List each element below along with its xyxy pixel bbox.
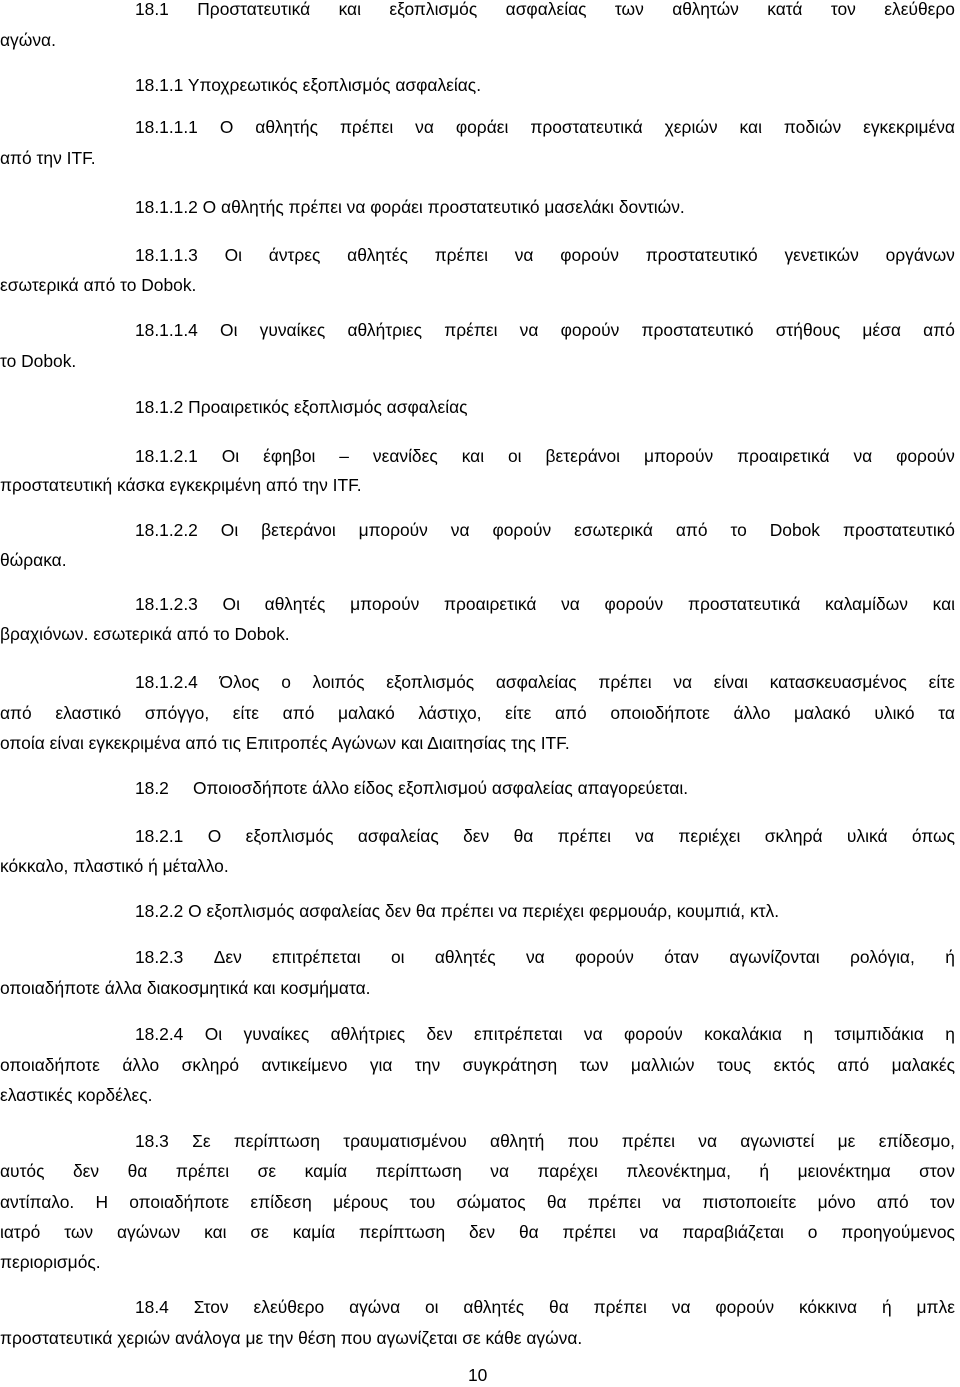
section-18-3-line: αντίπαλο. Η οποιαδήποτε επίδεση μέρους του σώματος θα πρέπει να πιστοποιείτε μόνο από τον <box>0 1192 955 1212</box>
section-18-1-1-1-heading-line: 18.1.1.1 Ο αθλητής πρέπει να φοράει προστατευτικά χεριών και ποδιών εγκεκριμένα <box>135 117 955 137</box>
section-18-1-1-heading-line: 18.1.1 Υποχρεωτικός εξοπλισμός ασφαλείας. <box>135 75 482 95</box>
section-18-1-heading-line: 18.1 Προστατευτικά και εξοπλισμός ασφαλείας των αθλητών κατά τον ελεύθερο <box>135 0 955 19</box>
section-18-1-1-4-heading-line: 18.1.1.4 Οι γυναίκες αθλήτριες πρέπει να φορούν προστατευτικό στήθους μέσα από <box>135 320 955 340</box>
section-18-1-2-2-line: θώρακα. <box>0 550 67 570</box>
section-18-1-1-1-line: από την ITF. <box>0 148 96 168</box>
page-number: 10 <box>468 1365 488 1385</box>
section-18-1-2-4-heading-line: 18.1.2.4 Όλος ο λοιπός εξοπλισμός ασφαλείας πρέπει να είναι κατασκευασμένος είτε <box>135 672 955 692</box>
section-18-2-4-heading-line: 18.2.4 Οι γυναίκες αθλήτριες δεν επιτρέπεται να φορούν κοκαλάκια η τσιμπιδάκια η <box>135 1024 955 1044</box>
section-18-1-2-3-line: βραχιόνων. εσωτερικά από το Dobok. <box>0 624 290 644</box>
section-18-1-2-heading-line: 18.1.2 Προαιρετικός εξοπλισμός ασφαλείας <box>135 397 468 417</box>
section-18-1-1-3-line: εσωτερικά από το Dobok. <box>0 275 197 295</box>
section-18-2-4-line: ελαστικές κορδέλες. <box>0 1085 153 1105</box>
section-18-2-heading-line: 18.2 Οποιοσδήποτε άλλο είδος εξοπλισμού ασφαλείας απαγορεύεται. <box>135 778 689 798</box>
section-18-3-line: αυτός δεν θα πρέπει σε καμία περίπτωση να παρέχει πλεονέκτημα, ή μειονέκτημα στον <box>0 1161 955 1181</box>
section-18-3-line: περιορισμός. <box>0 1252 101 1272</box>
section-18-1-1-2-heading-line: 18.1.1.2 Ο αθλητής πρέπει να φοράει προστατευτικό μασελάκι δοντιών. <box>135 197 685 217</box>
section-18-2-3-line: οποιαδήποτε άλλα διακοσμητικά και κοσμήματα. <box>0 978 371 998</box>
section-18-1-line: αγώνα. <box>0 30 56 50</box>
section-18-1-2-2-heading-line: 18.1.2.2 Οι βετεράνοι μπορούν να φορούν εσωτερικά από το Dobok προστατευτικό <box>135 520 955 540</box>
section-18-1-1-3-heading-line: 18.1.1.3 Οι άντρες αθλητές πρέπει να φορούν προστατευτικό γενετικών οργάνων <box>135 245 955 265</box>
section-18-2-3-heading-line: 18.2.3 Δεν επιτρέπεται οι αθλητές να φορούν όταν αγωνίζονται ρολόγια, ή <box>135 947 955 967</box>
section-18-2-1-line: κόκκαλο, πλαστικό ή μέταλλο. <box>0 856 229 876</box>
section-18-2-2-heading-line: 18.2.2 Ο εξοπλισμός ασφαλείας δεν θα πρέπει να περιέχει φερμουάρ, κουμπιά, κτλ. <box>135 901 780 921</box>
section-18-3-line: ιατρό των αγώνων και σε καμία περίπτωση δεν θα πρέπει να παραβιάζεται ο προηγούμενος <box>0 1222 955 1242</box>
section-18-4-line: προστατευτικά χεριών ανάλογα με την θέση που αγωνίζεται σε κάθε αγώνα. <box>0 1328 583 1348</box>
section-18-1-2-1-line: προστατευτική κάσκα εγκεκριμένη από την ITF. <box>0 475 362 495</box>
section-18-1-2-3-heading-line: 18.1.2.3 Οι αθλητές μπορούν προαιρετικά να φορούν προστατευτικά καλαμίδων και <box>135 594 955 614</box>
section-18-2-4-line: οποιαδήποτε άλλο σκληρό αντικείμενο για την συγκράτηση των μαλλιών τους εκτός από μαλακές <box>0 1055 955 1075</box>
section-18-1-2-4-line: από ελαστικό σπόγγο, είτε από μαλακό λάστιχο, είτε από οποιοδήποτε άλλο μαλακό υλικό τα <box>0 703 955 723</box>
section-18-4-heading-line: 18.4 Στον ελεύθερο αγώνα οι αθλητές θα πρέπει να φορούν κόκκινα ή μπλε <box>135 1297 955 1317</box>
section-18-1-2-1-heading-line: 18.1.2.1 Οι έφηβοι – νεανίδες και οι βετεράνοι μπορούν προαιρετικά να φορούν <box>135 446 955 466</box>
section-18-1-1-4-line: το Dobok. <box>0 351 77 371</box>
section-18-1-2-4-line: οποία είναι εγκεκριμένα από τις Επιτροπές Αγώνων και Διαιτησίας της ITF. <box>0 733 570 753</box>
section-18-2-1-heading-line: 18.2.1 Ο εξοπλισμός ασφαλείας δεν θα πρέπει να περιέχει σκληρά υλικά όπως <box>135 826 955 846</box>
section-18-3-heading-line: 18.3 Σε περίπτωση τραυματισμένου αθλητή που πρέπει να αγωνιστεί με επίδεσμο, <box>135 1131 955 1151</box>
